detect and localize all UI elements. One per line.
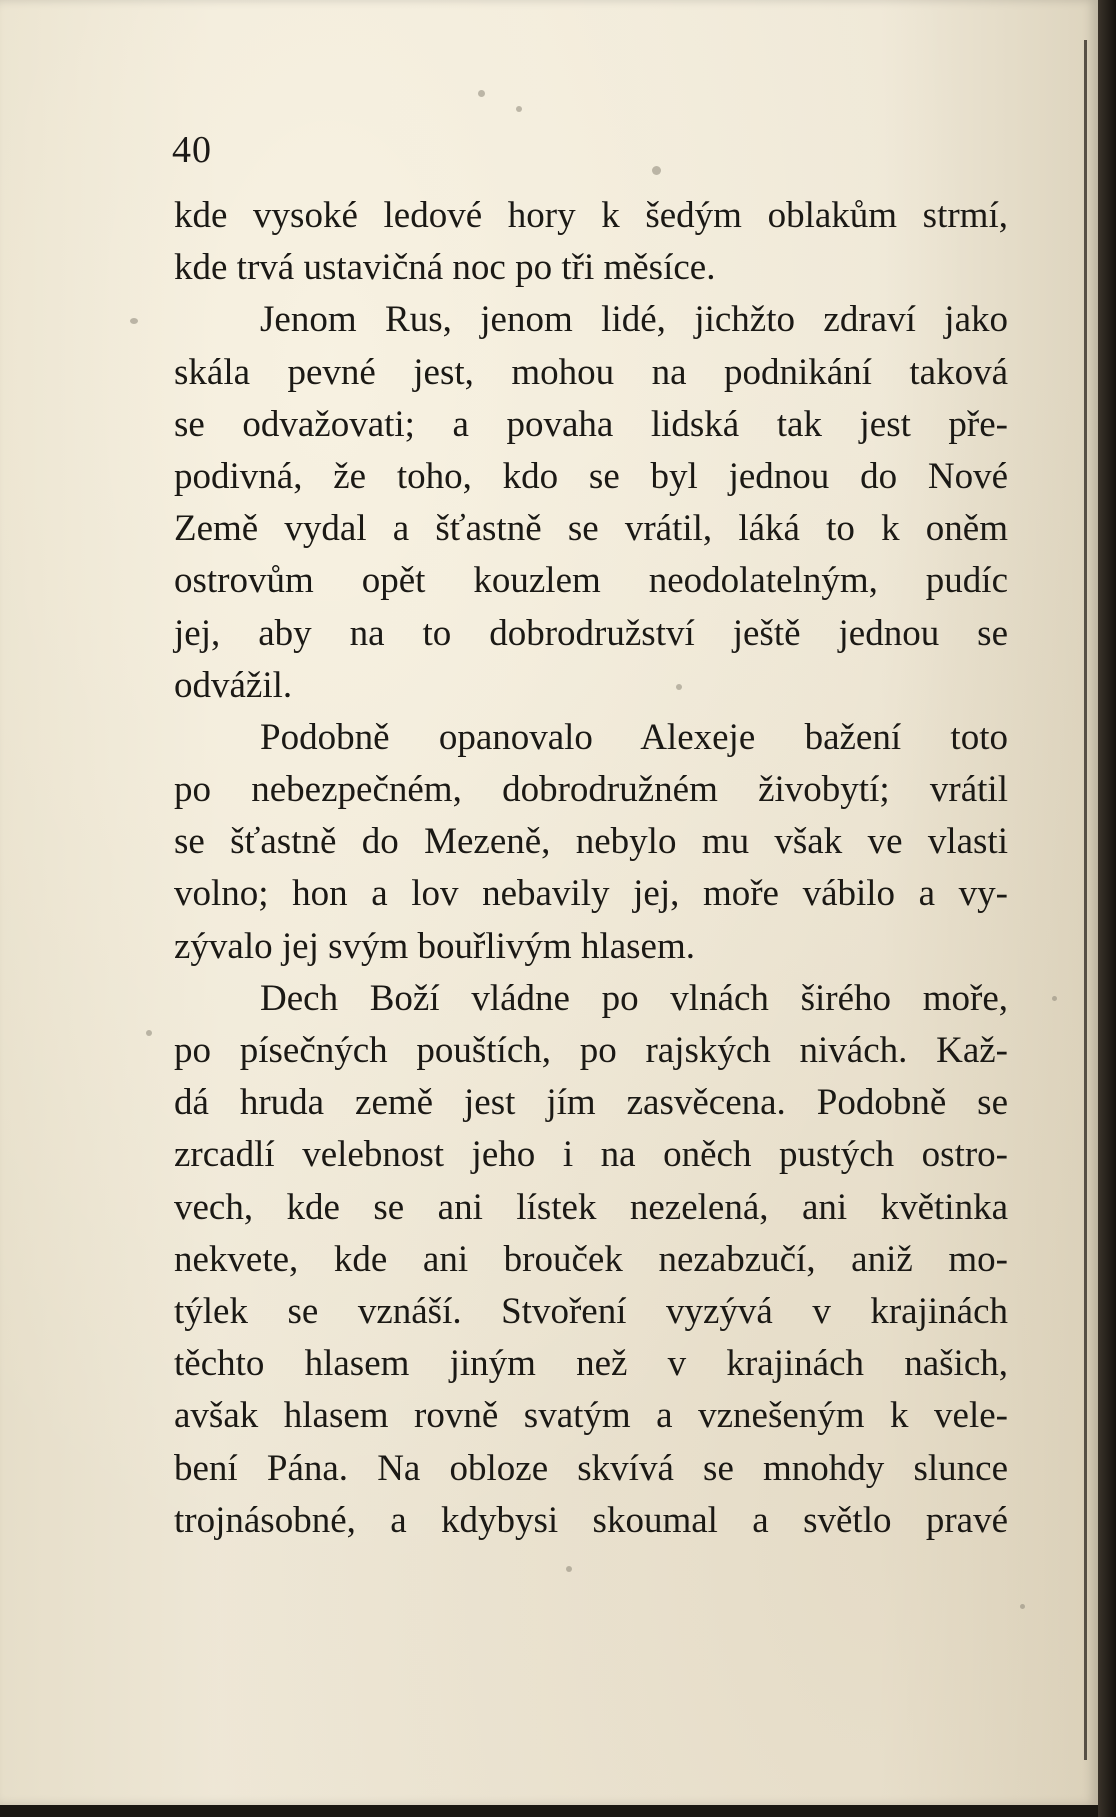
text-line: ostrovům opět kouzlem neodolatelným, pudíc [174, 560, 1008, 602]
paper-speck [146, 1030, 152, 1036]
text-line: Země vydal a šťastně se vrátil, láká to k oněm [174, 508, 1008, 550]
text-line: podivná, že toho, kdo se byl jednou do Nové [174, 455, 1008, 497]
text-line: zývalo jej svým bouřlivým hlasem. [174, 925, 695, 967]
text-line: volno; hon a lov nebavily jej, moře vábilo a vy- [174, 873, 1008, 915]
text-line: Jenom Rus, jenom lidé, jichžto zdraví jako [260, 299, 1008, 341]
paper-speck [130, 318, 138, 324]
paper-speck [1052, 996, 1057, 1001]
text-line: kde trvá ustavičná noc po tři měsíce. [174, 247, 716, 289]
text-line: Podobně opanovalo Alexeje bažení toto [260, 716, 1008, 758]
page-number: 40 [172, 129, 212, 171]
text-line: odvážil. [174, 664, 293, 706]
text-line: po písečných pouštích, po rajských nivách. Kaž- [174, 1030, 1008, 1071]
text-line: kde vysoké ledové hory k šedým oblakům strmí, [174, 195, 1008, 236]
text-line: trojnásobné, a kdybysi skoumal a světlo pravé [174, 1499, 1008, 1541]
text-line: týlek se vznáší. Stvoření vyzývá v krajinách [174, 1290, 1008, 1332]
body-text [174, 190, 1008, 1547]
text-line: Dech Boží vládne po vlnách širého moře, [260, 977, 1008, 1019]
text-line: zrcadlí velebnost jeho i na oněch pustých ostro- [174, 1134, 1008, 1176]
text-line: těchto hlasem jiným než v krajinách našich, [174, 1343, 1008, 1385]
page-edge-shadow [1084, 40, 1087, 1760]
text-line: bení Pána. Na obloze skvívá se mnohdy slunce [174, 1447, 1008, 1489]
text-line: vech, kde se ani lístek nezelená, ani květinka [174, 1186, 1008, 1228]
text-line: avšak hlasem rovně svatým a vznešeným k vele- [174, 1395, 1008, 1437]
paper-speck [516, 106, 522, 112]
paper-speck [478, 90, 485, 97]
text-line: jej, aby na to dobrodružství ještě jednou se [174, 612, 1008, 654]
text-line: po nebezpečném, dobrodružném živobytí; vrátil [174, 769, 1008, 811]
book-binding-edge [1098, 0, 1116, 1817]
text-line: se odvažovati; a povaha lidská tak jest pře- [174, 403, 1008, 445]
paper-speck [1020, 1604, 1025, 1609]
paper-speck [652, 166, 661, 175]
text-line: dá hruda země jest jím zasvěcena. Podobně se [174, 1082, 1008, 1124]
paper-speck [566, 1566, 572, 1572]
text-line: nekvete, kde ani brouček nezabzučí, aniž mo- [174, 1238, 1008, 1280]
text-line: skála pevné jest, mohou na podnikání taková [174, 351, 1008, 393]
text-line: se šťastně do Mezeně, nebylo mu však ve vlasti [174, 821, 1008, 863]
